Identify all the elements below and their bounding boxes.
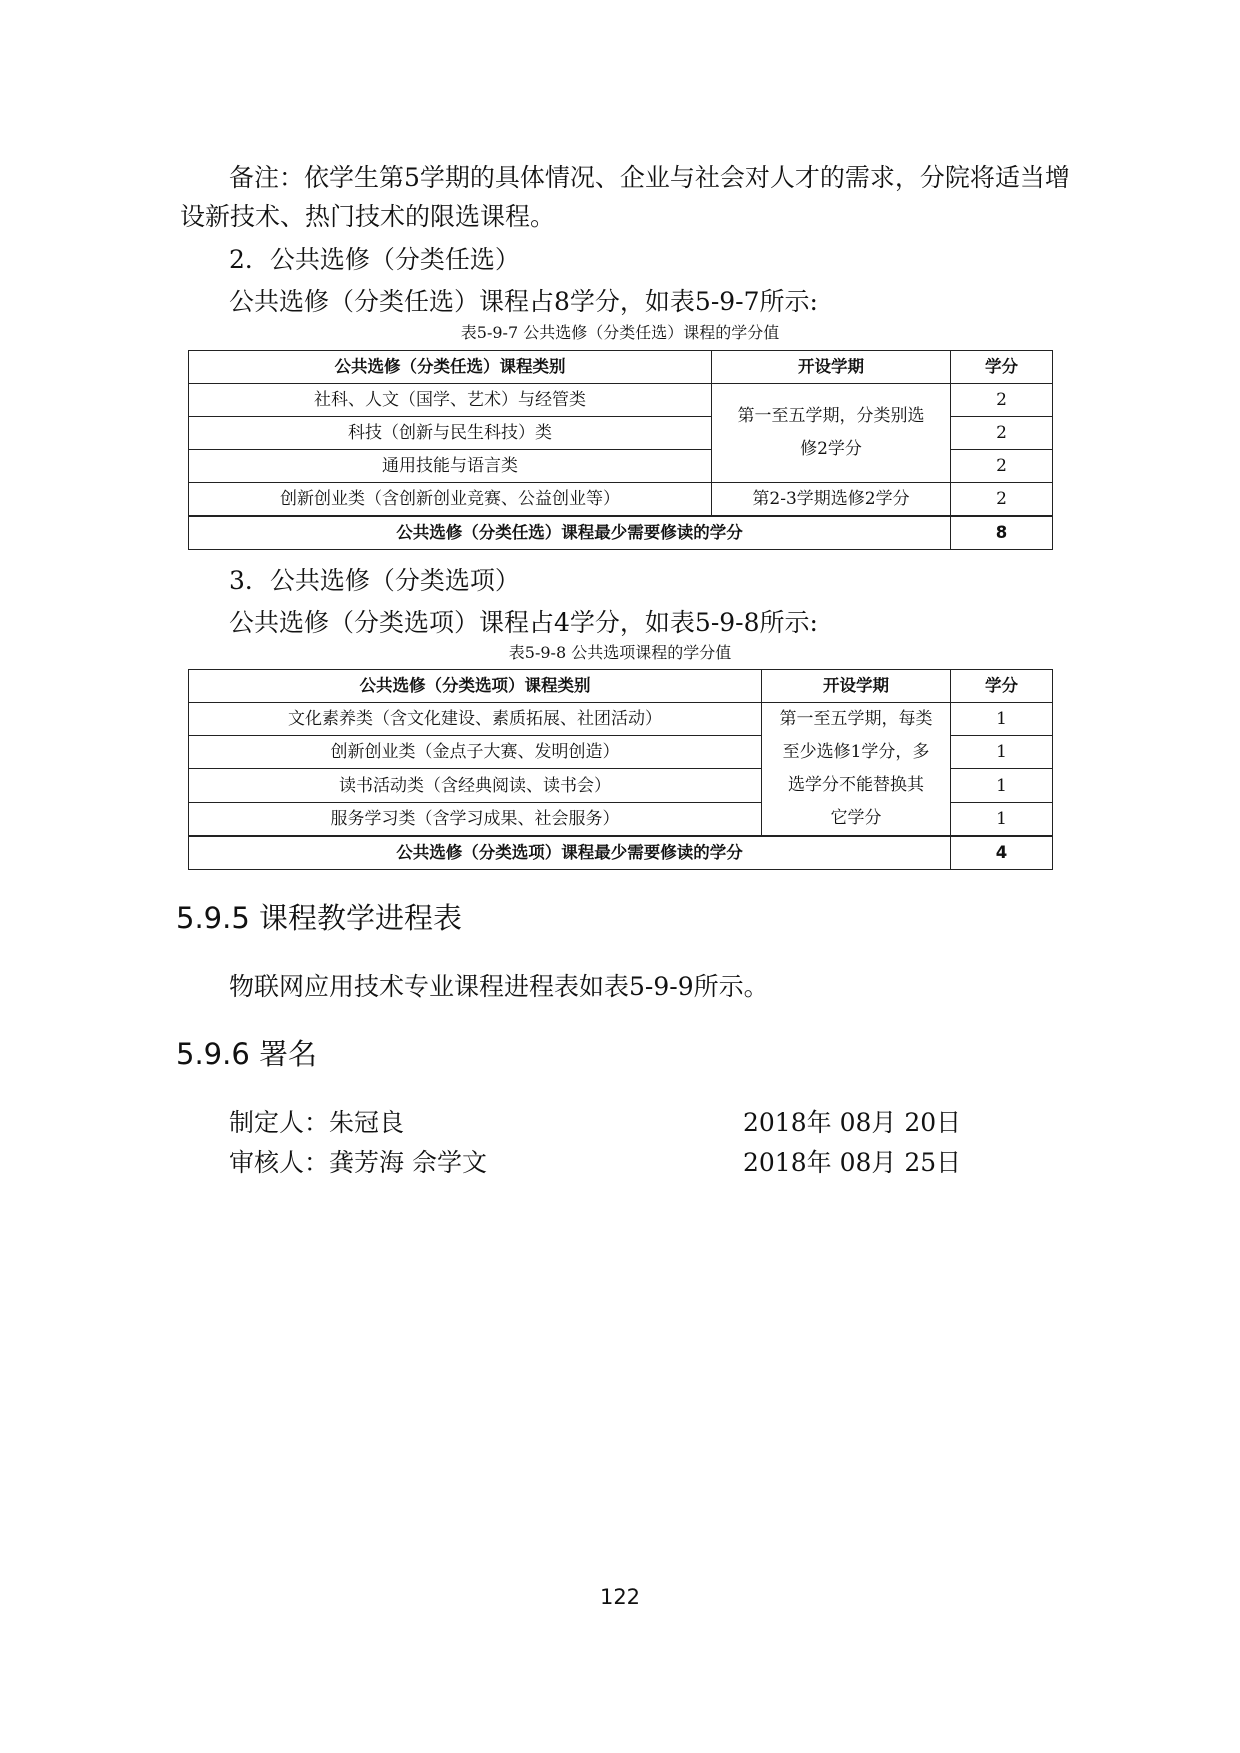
table-1-merged-term-line-2: 修2学分	[800, 439, 862, 459]
table-2-term-line-2: 至少选修1学分，多	[782, 742, 930, 762]
table-2-header-category: 公共选修（分类选项）课程类别	[189, 670, 762, 703]
table-2-total-label: 公共选修（分类选项）课程最少需要修读的学分	[189, 836, 951, 870]
table-1-row-2-credit: 2	[951, 417, 1053, 450]
table-1-header-row	[189, 351, 1053, 384]
table-1-row-3-category: 通用技能与语言类	[189, 450, 712, 483]
table-2-header-row	[189, 670, 1053, 703]
table-1-header-category: 公共选修（分类任选）课程类别	[189, 351, 712, 384]
table-2-row-3-category: 读书活动类（含经典阅读、读书会）	[189, 769, 762, 802]
section-595-text: 物联网应用技术专业课程进程表如表5-9-9所示。	[229, 972, 769, 1001]
section-2-intro: 公共选修（分类任选）课程占8学分，如表5-9-7所示:	[229, 287, 818, 316]
table-2-header-term: 开设学期	[762, 670, 951, 703]
section-3-intro: 公共选修（分类选项）课程占4学分，如表5-9-8所示:	[229, 608, 818, 637]
section-595-heading: 5.9.5 课程教学进程表	[176, 901, 463, 935]
table-2-row-4-category: 服务学习类（含学习成果、社会服务）	[189, 802, 762, 836]
table-1-row-4-credit: 2	[951, 483, 1053, 517]
table-1-caption: 表5-9-7 公共选修（分类任选）课程的学分值	[460, 323, 780, 342]
table-2-total-row	[189, 836, 1053, 870]
signature-author-date: 2018年 08月 20日	[743, 1108, 962, 1137]
table-2	[188, 669, 1053, 870]
signature-author-label: 制定人：朱冠良	[229, 1108, 405, 1137]
table-1-row-1-credit: 2	[951, 384, 1053, 417]
table-1-total-row	[189, 516, 1053, 550]
table-1-header-term: 开设学期	[712, 351, 951, 384]
table-2-row-4-credit: 1	[951, 802, 1053, 836]
table-1-total-value: 8	[951, 516, 1053, 550]
table-2-row-2-category: 创新创业类（金点子大赛、发明创造）	[189, 736, 762, 769]
table-1-row-4-category: 创新创业类（含创新创业竞赛、公益创业等）	[189, 483, 712, 517]
table-2-total-value: 4	[951, 836, 1053, 870]
table-row	[189, 384, 1053, 417]
table-1-row-4-term: 第2-3学期选修2学分	[712, 483, 951, 517]
table-2-merged-term	[762, 703, 951, 837]
table-2-term-line-3: 选学分不能替换其	[788, 775, 924, 795]
signature-reviewer-label: 审核人：龚芳海 佘学文	[229, 1148, 487, 1177]
section-2-title: 2．公共选修（分类任选）	[229, 245, 520, 274]
table-2-term-line-4: 它学分	[830, 808, 882, 828]
table-2-row-1-credit: 1	[951, 703, 1053, 736]
remark-line-2: 设新技术、热门技术的限选课程。	[180, 202, 556, 231]
table-1-total-label: 公共选修（分类任选）课程最少需要修读的学分	[189, 516, 951, 550]
remark-line-1: 备注：依学生第5学期的具体情况、企业与社会对人才的需求，分院将适当增	[229, 163, 1070, 192]
table-1-row-3-credit: 2	[951, 450, 1053, 483]
table-row	[189, 703, 1053, 736]
table-1-row-1-category: 社科、人文（国学、艺术）与经管类	[189, 384, 712, 417]
table-2-term-line-1: 第一至五学期，每类	[779, 709, 933, 729]
table-2-header-credit: 学分	[951, 670, 1053, 703]
section-3-title: 3．公共选修（分类选项）	[229, 566, 520, 595]
page-number: 122	[599, 1585, 641, 1609]
signature-reviewer-date: 2018年 08月 25日	[743, 1148, 962, 1177]
table-1-header-credit: 学分	[951, 351, 1053, 384]
table-2-caption: 表5-9-8 公共选项课程的学分值	[508, 643, 732, 662]
table-2-row-1-category: 文化素养类（含文化建设、素质拓展、社团活动）	[189, 703, 762, 736]
table-2-row-2-credit: 1	[951, 736, 1053, 769]
table-1	[188, 350, 1053, 550]
table-2-row-3-credit: 1	[951, 769, 1053, 802]
table-row	[189, 483, 1053, 517]
table-1-merged-term	[712, 384, 951, 483]
table-1-row-2-category: 科技（创新与民生科技）类	[189, 417, 712, 450]
section-596-heading: 5.9.6 署名	[176, 1037, 318, 1071]
table-1-merged-term-line-1: 第一至五学期，分类别选	[737, 406, 925, 426]
